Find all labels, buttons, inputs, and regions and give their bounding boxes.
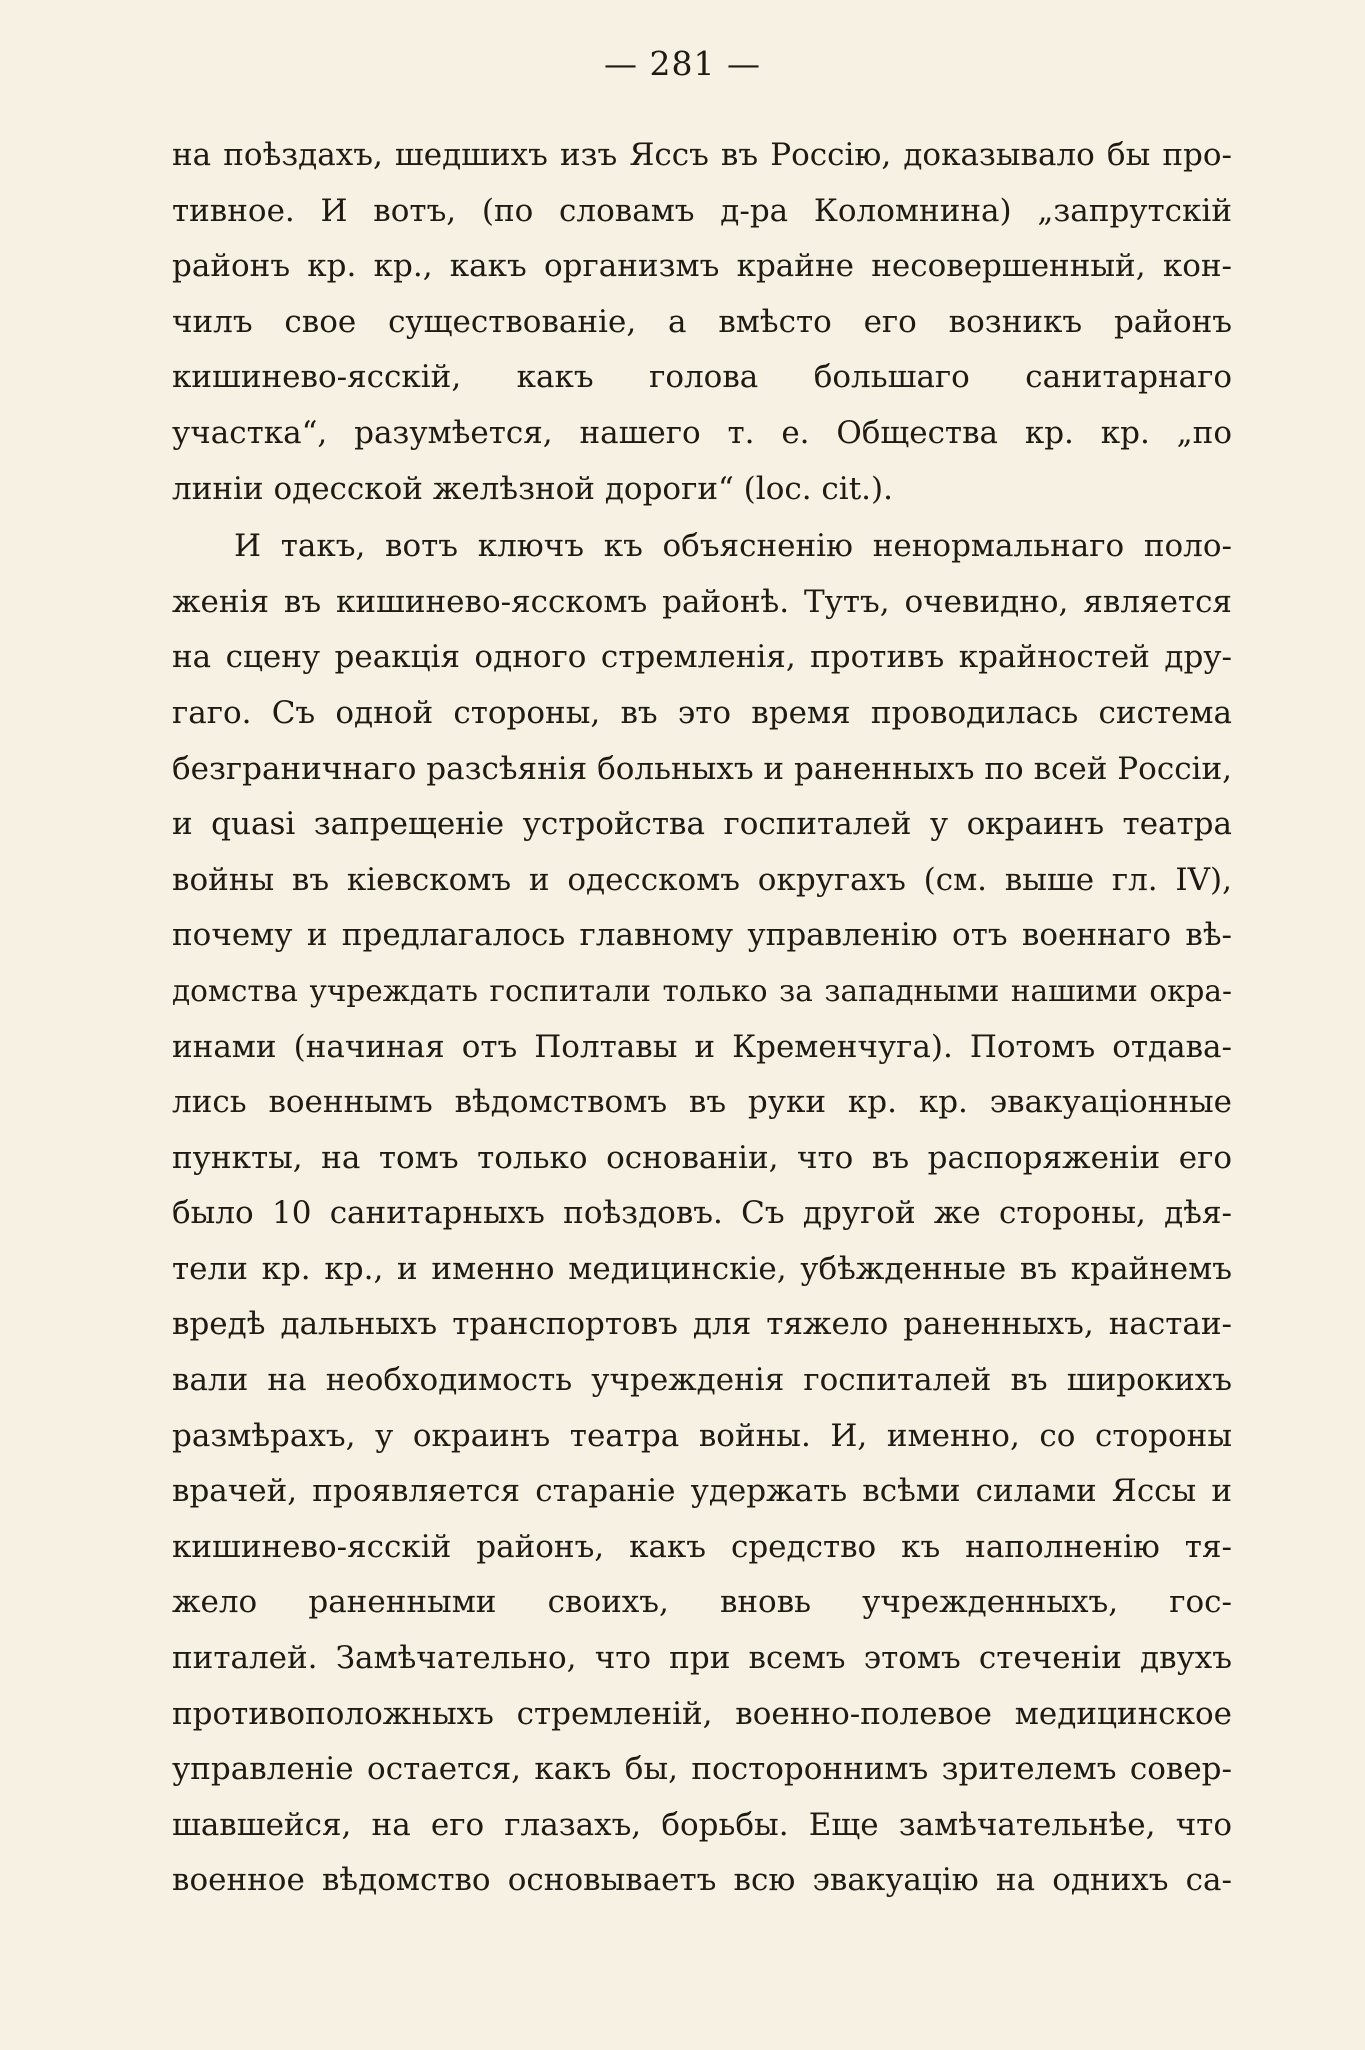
text-line: на поѣздахъ, шедшихъ изъ Яссъ въ Россію, доказывало бы про- — [172, 137, 1232, 173]
text-line: противоположныхъ стремленій, военно-полевое медицинское — [172, 1695, 1232, 1732]
text-line: пункты, на томъ только основаніи, что въ распоряженіи его — [172, 1139, 1232, 1176]
text-line: И такъ, вотъ ключъ къ объясненію ненормальнаго поло- — [234, 528, 1232, 565]
text-line: линіи одесской желѣзной дороги“ (loc. cit.). — [172, 470, 893, 507]
page-number: — 281 — — [604, 44, 761, 83]
text-line: чилъ свое существованіе, а вмѣсто его возникъ районъ — [172, 303, 1232, 340]
text-line: врачей, проявляется стараніе удержать всѣми силами Яссы и — [172, 1473, 1232, 1510]
text-line: лись военнымъ вѣдомствомъ въ руки кр. кр. эвакуаціонные — [172, 1084, 1232, 1121]
text-line: вали на необходимость учрежденія госпиталей въ широкихъ — [172, 1362, 1232, 1399]
text-line: управленіе остается, какъ бы, постороннимъ зрителемъ совер- — [172, 1751, 1232, 1788]
text-line: инами (начиная отъ Полтавы и Кременчуга). Потомъ отдава- — [172, 1028, 1232, 1065]
text-line: участка“, разумѣется, нашего т. е. Общества кр. кр. „по — [172, 414, 1232, 451]
paragraph — [172, 128, 1232, 517]
text-line: женія въ кишинево-ясскомъ районѣ. Тутъ, очевидно, является — [172, 583, 1232, 620]
text-line: на сцену реакція одного стремленія, противъ крайностей дру- — [172, 639, 1232, 676]
paragraph — [172, 519, 1232, 1909]
text-line: безграничнаго разсѣянія больныхъ и раненныхъ по всей Россіи, — [172, 750, 1232, 787]
text-line: и quasi запрещеніе устройства госпиталей у окраинъ театра — [172, 806, 1232, 843]
text-line: кишинево-ясскій, какъ голова большаго санитарнаго — [172, 359, 1232, 396]
text-line: вредѣ дальныхъ транспортовъ для тяжело раненныхъ, настаи- — [172, 1306, 1232, 1343]
body-text — [172, 128, 1232, 1909]
text-line: питалей. Замѣчательно, что при всемъ этомъ стеченіи двухъ — [172, 1640, 1232, 1677]
text-line: войны въ кіевскомъ и одесскомъ округахъ (см. выше гл. IV), — [172, 861, 1232, 898]
text-line: тивное. И вотъ, (по словамъ д-ра Коломнина) „запрутскій — [172, 192, 1232, 229]
text-line: было 10 санитарныхъ поѣздовъ. Съ другой же стороны, дѣя- — [172, 1195, 1232, 1232]
text-line: размѣрахъ, у окраинъ театра войны. И, именно, со стороны — [172, 1417, 1232, 1454]
text-line: шавшейся, на его глазахъ, борьбы. Еще замѣчательнѣе, что — [172, 1806, 1232, 1843]
text-line: жело раненными своихъ, вновь учрежденныхъ, гос- — [172, 1584, 1232, 1621]
text-line: домства учреждать госпитали только за западными нашими окра- — [172, 973, 1232, 1008]
text-line: гаго. Съ одной стороны, въ это время проводилась система — [172, 694, 1232, 731]
text-line: почему и предлагалось главному управленію отъ военнаго вѣ- — [172, 917, 1232, 954]
text-line: районъ кр. кр., какъ организмъ крайне несовершенный, кон- — [172, 248, 1232, 285]
text-line: тели кр. кр., и именно медицинскіе, убѣжденные въ крайнемъ — [172, 1250, 1232, 1287]
text-line: военное вѣдомство основываетъ всю эвакуацію на однихъ са- — [172, 1862, 1232, 1899]
text-line: кишинево-ясскій районъ, какъ средство къ наполненію тя- — [172, 1528, 1232, 1565]
